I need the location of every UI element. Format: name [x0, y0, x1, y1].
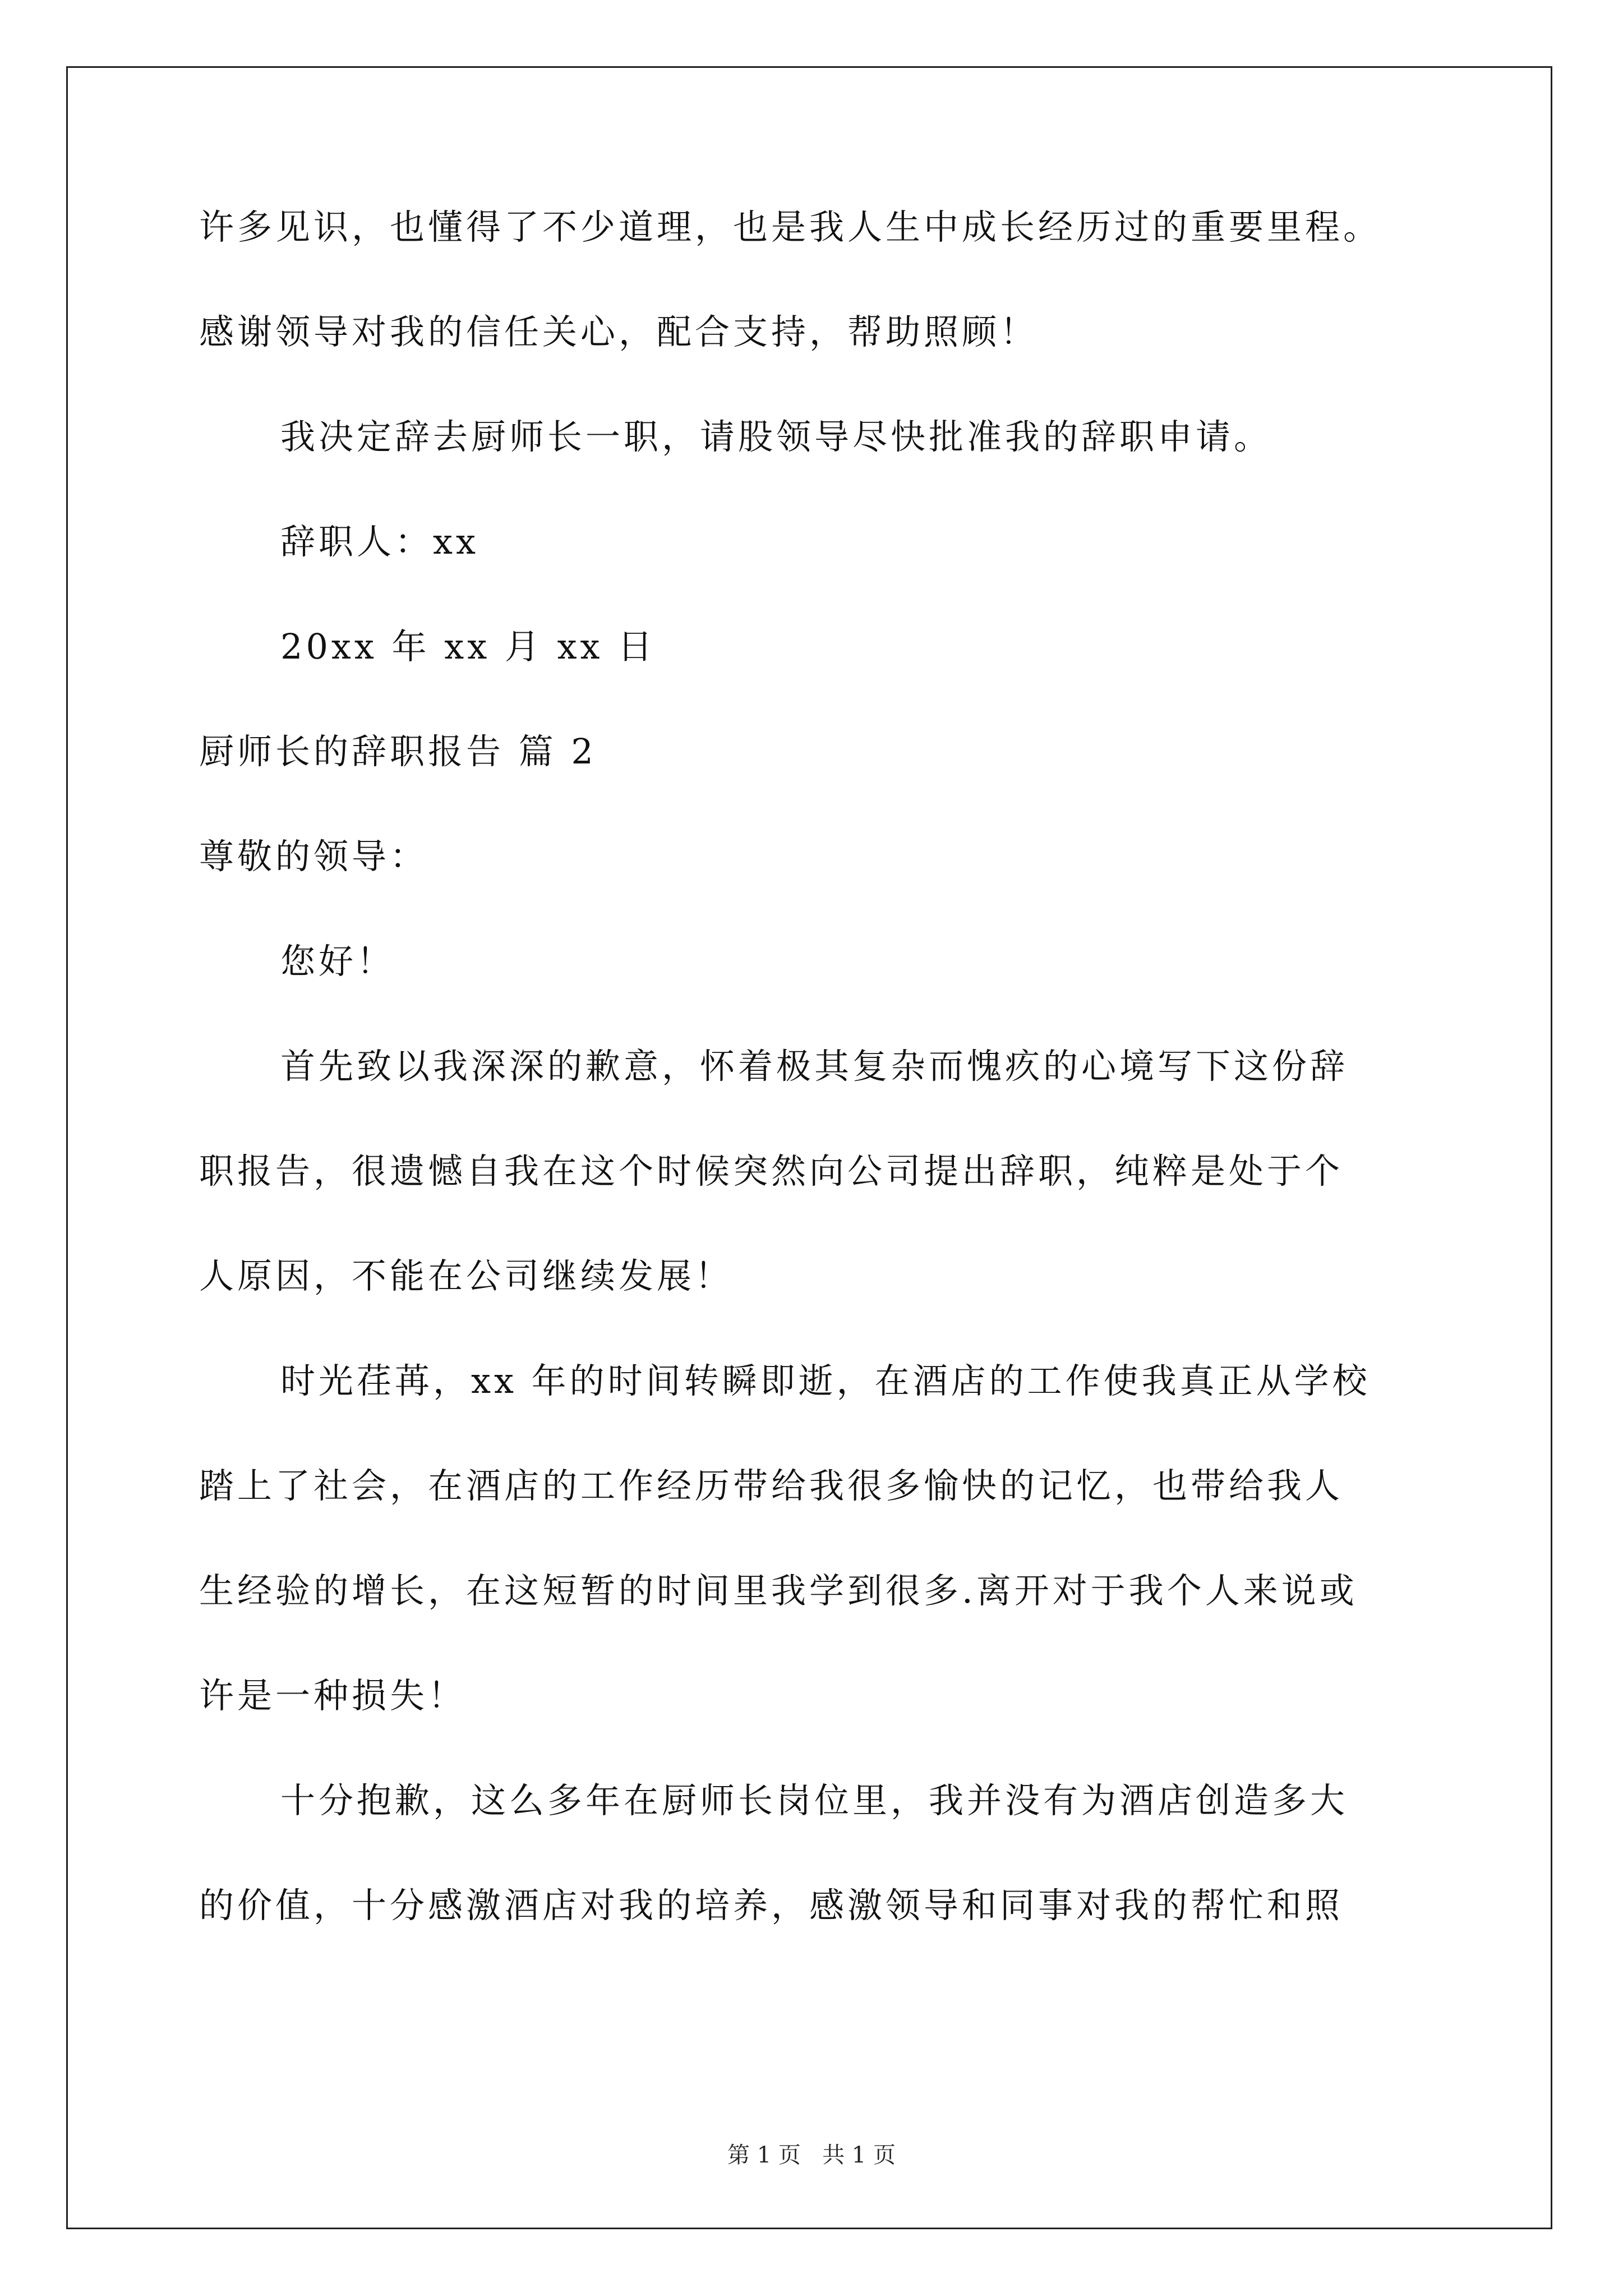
body-line: 生经验的增长，在这短暂的时间里我学到很多.离开对于我个人来说或 — [199, 1570, 1358, 1611]
body-line: 踏上了社会，在酒店的工作经历带给我很多愉快的记忆，也带给我人 — [199, 1465, 1344, 1506]
salutation: 尊敬的领导： — [199, 836, 428, 877]
body-line: 许是一种损失！ — [199, 1675, 467, 1716]
date-line: 20xx 年 xx 月 xx 日 — [280, 626, 656, 667]
document-body — [199, 208, 1433, 1991]
section-heading: 厨师长的辞职报告 篇 2 — [199, 731, 597, 772]
body-line: 人原因，不能在公司继续发展！ — [199, 1255, 734, 1296]
body-line: 的价值，十分感激酒店对我的培养，感激领导和同事对我的帮忙和照 — [199, 1885, 1344, 1926]
body-line: 首先致以我深深的歉意，怀着极其复杂而愧疚的心境写下这份辞 — [280, 1046, 1349, 1087]
body-line: 我决定辞去厨师长一职，请股领导尽快批准我的辞职申请。 — [280, 416, 1272, 457]
body-line: 时光荏苒，xx 年的时间转瞬即逝，在酒店的工作使我真正从学校 — [280, 1360, 1371, 1401]
body-line: 职报告，很遗憾自我在这个时候突然向公司提出辞职，纯粹是处于个 — [199, 1151, 1344, 1191]
page-footer: 第 1 页 共 1 页 — [727, 2142, 896, 2168]
body-line: 许多见识，也懂得了不少道理，也是我人生中成长经历过的重要里程。 — [199, 206, 1382, 247]
signature-line: 辞职人：xx — [280, 521, 479, 562]
body-line: 感谢领导对我的信任关心，配合支持，帮助照顾！ — [199, 311, 1039, 352]
body-line: 十分抱歉，这么多年在厨师长岗位里，我并没有为酒店创造多大 — [280, 1780, 1349, 1821]
greeting: 您好！ — [280, 941, 395, 982]
